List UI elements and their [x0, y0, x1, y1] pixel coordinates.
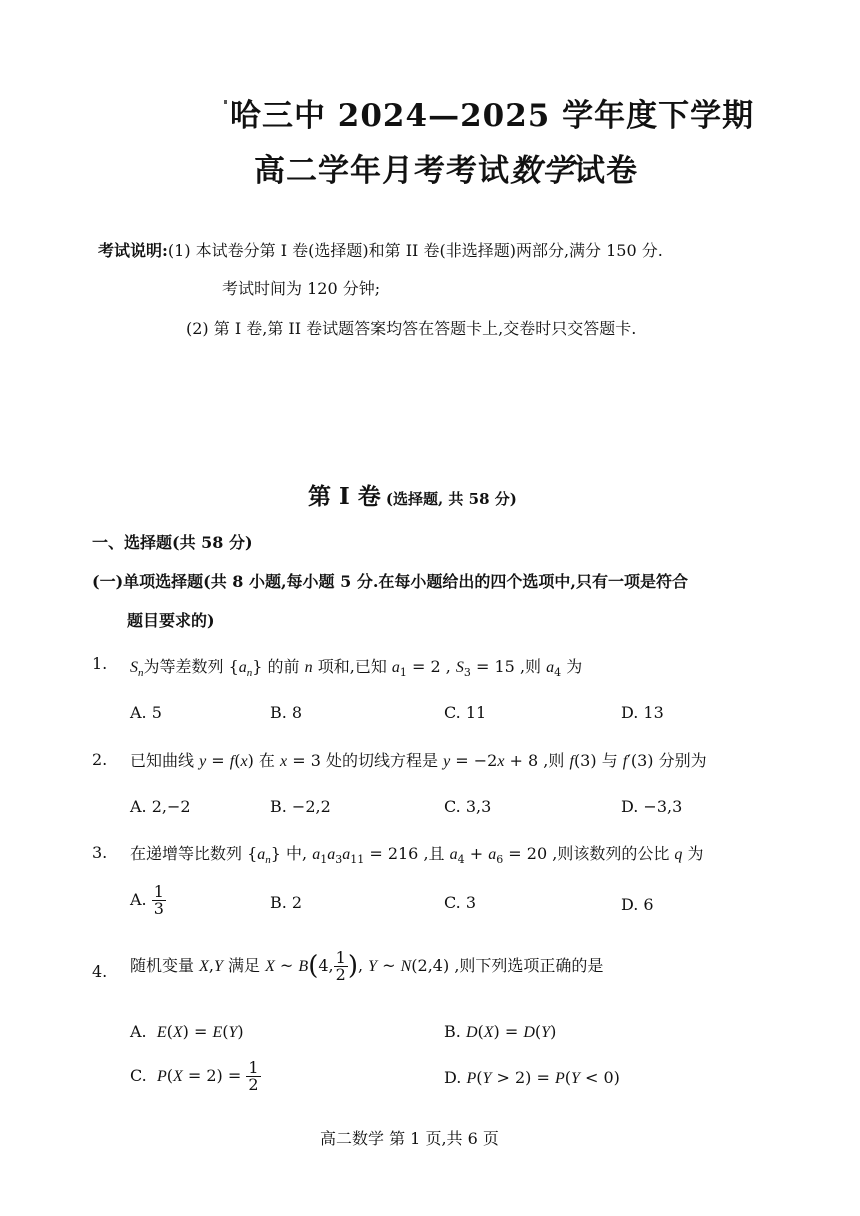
part1-heading	[308, 478, 517, 511]
question-1-stem: $S_n$为等差数列 $\{a_n\}$ 的前 n 项和,已知 $a_1 = 2$ , $S_3 = 15$ ,则 $a_4$ 为	[130, 657, 583, 680]
question-3-number: 3.	[92, 843, 108, 862]
question-4-stem: 随机变量 X,Y 满足 X ~ B(4, $\frac{1}{2}$ ), Y ~ N(2,4) ,则下列选项正确的是	[130, 948, 604, 984]
question-3-stem: 在递增等比数列 $\{a_n\}$ 中, $a_1a_3a_{11} = 216$ ,且 $a_4 + a_6 = 20$ ,则该数列的公比 q 为	[130, 844, 704, 867]
question-2-option-c: C. 3,3	[444, 797, 492, 816]
question-4-option-b: B. D(X) = D(Y)	[444, 1022, 557, 1041]
instructions-line1	[98, 238, 663, 261]
question-2-number: 2.	[92, 750, 108, 769]
fraction-one-third: $\frac{1}{3}$	[153, 882, 164, 918]
instructions-item1: (1) 本试卷分第 I 卷(选择题)和第 II 卷(非选择题)两部分,满分 150 分.	[167, 241, 663, 260]
instructions-item2: (2) 第 I 卷,第 II 卷试题答案均答在答题卡上,交卷时只交答题卡.	[186, 319, 637, 338]
exam-title-prefix: 高二学年月考考试	[254, 153, 510, 189]
instructions-label: 考试说明:	[98, 241, 168, 260]
instructions-line2: 考试时间为 120 分钟;	[222, 279, 381, 298]
section1-instructions-line2: 题目要求的)	[127, 611, 215, 630]
scan-speck	[224, 100, 227, 104]
question-1-option-a: A. 5	[130, 703, 162, 722]
question-1-option-c: C. 11	[444, 703, 487, 722]
exam-title-subject: 数学	[510, 153, 574, 189]
question-1-option-b: B. 8	[270, 703, 303, 722]
question-4-number: 4.	[92, 962, 108, 981]
section1-instructions-line1: (一)单项选择题(共 8 小题,每小题 5 分.在每小题给出的四个选项中,只有一项是符合	[92, 572, 688, 591]
question-3-option-d: D. 6	[621, 895, 654, 914]
question-3-option-a: A. $\frac{1}{3}$	[130, 882, 164, 918]
exam-title-line2	[254, 145, 638, 190]
question-4-option-a: A. E(X) = E(Y)	[130, 1022, 244, 1041]
question-4-option-c: C. P(X = 2) = $\frac{1}{2}$	[130, 1058, 259, 1094]
question-1-option-d: D. 13	[621, 703, 664, 722]
page-footer: 高二数学 第 1 页,共 6 页	[320, 1129, 499, 1148]
exam-title-suffix: 试卷	[574, 153, 638, 189]
question-4-option-d: D. P(Y > 2) = P(Y < 0)	[444, 1068, 620, 1087]
question-2-option-b: B. −2,2	[270, 797, 331, 816]
question-1-number: 1.	[92, 654, 108, 673]
question-2-stem: 已知曲线 y = f(x) 在 x = 3 处的切线方程是 y = −2x + 8 ,则 f(3) 与 f′(3) 分别为	[130, 751, 707, 770]
section1-heading: 一、选择题(共 58 分)	[92, 533, 253, 552]
part1-title: 第 I 卷	[308, 483, 381, 510]
exam-title-line1: 哈三中 2024—2025 学年度下学期	[230, 98, 755, 134]
question-3-option-c: C. 3	[444, 893, 477, 912]
question-3-option-b: B. 2	[270, 893, 303, 912]
question-2-option-d: D. −3,3	[621, 797, 683, 816]
question-2-option-a: A. 2,−2	[130, 797, 191, 816]
part1-subtitle: (选择题, 共 58 分)	[385, 490, 517, 508]
